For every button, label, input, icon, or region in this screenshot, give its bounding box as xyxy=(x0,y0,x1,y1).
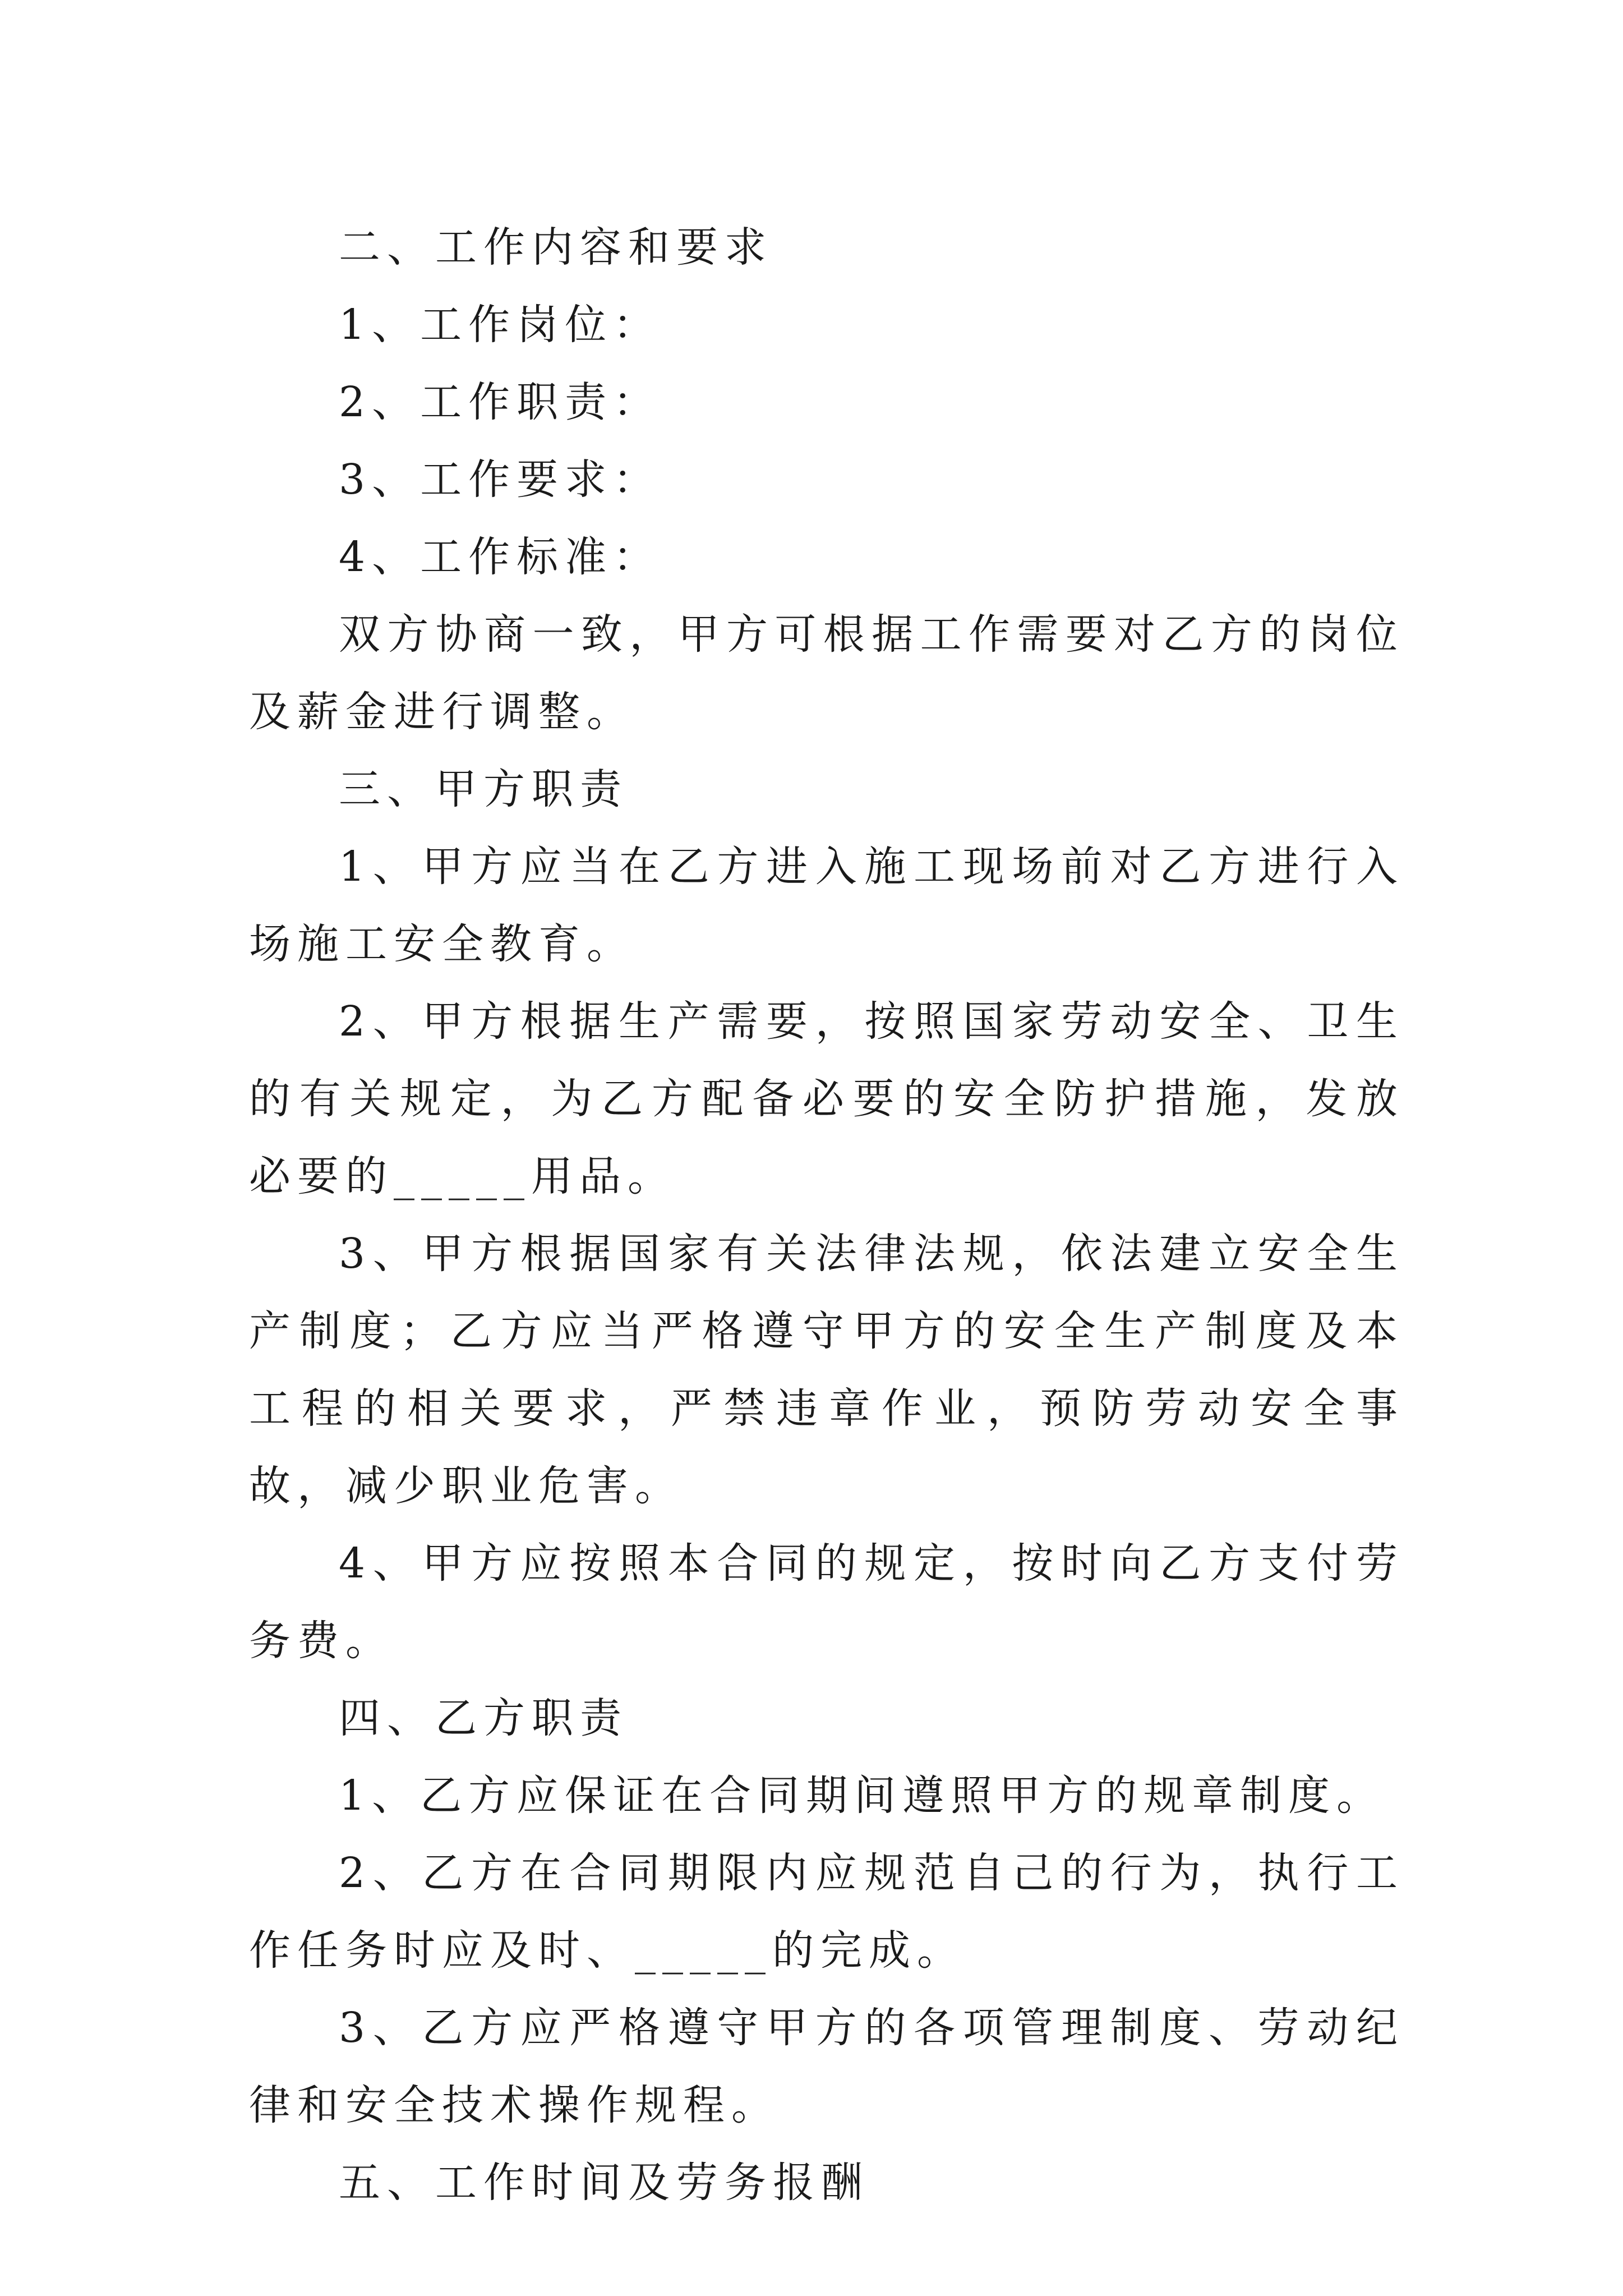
item-work-standard: 4、工作标准： xyxy=(339,533,662,581)
party-a-duty-1: 1、甲方应当在乙方进入施工现场前对乙方进行入场施工安全教育。 xyxy=(249,843,1404,968)
section-heading-work-time-pay: 五、工作时间及劳务报酬 xyxy=(339,2159,869,2207)
section-heading-party-b-duties: 四、乙方职责 xyxy=(339,1694,628,1742)
section-heading-party-a-duties: 三、甲方职责 xyxy=(339,765,628,813)
party-a-duty-2: 2、甲方根据生产需要，按照国家劳动安全、卫生的有关规定，为乙方配备必要的安全防护措施，发放必要的_____用品。 xyxy=(249,997,1404,1200)
item-work-duty: 2、工作职责： xyxy=(339,378,662,426)
paragraph-adjustment: 双方协商一致，甲方可根据工作需要对乙方的岗位及薪金进行调整。 xyxy=(249,610,1404,736)
section-heading-work-content: 二、工作内容和要求 xyxy=(339,223,773,272)
item-work-post: 1、工作岗位： xyxy=(339,301,662,349)
party-b-duty-1: 1、乙方应保证在合同期间遵照甲方的规章制度。 xyxy=(339,1772,1385,1820)
item-work-requirement: 3、工作要求： xyxy=(339,455,662,504)
document-body xyxy=(249,209,1404,2221)
party-b-duty-3: 3、乙方应严格遵守甲方的各项管理制度、劳动纪律和安全技术操作规程。 xyxy=(249,2004,1404,2129)
party-a-duty-3: 3、甲方根据国家有关法律法规，依法建立安全生产制度；乙方应当严格遵守甲方的安全生产制度及本工程的相关要求，严禁违章作业，预防劳动安全事故，减少职业危害。 xyxy=(249,1230,1404,1510)
party-a-duty-4: 4、甲方应按照本合同的规定，按时向乙方支付劳务费。 xyxy=(249,1539,1404,1665)
party-b-duty-2: 2、乙方在合同期限内应规范自己的行为，执行工作任务时应及时、_____的完成。 xyxy=(249,1849,1404,1975)
